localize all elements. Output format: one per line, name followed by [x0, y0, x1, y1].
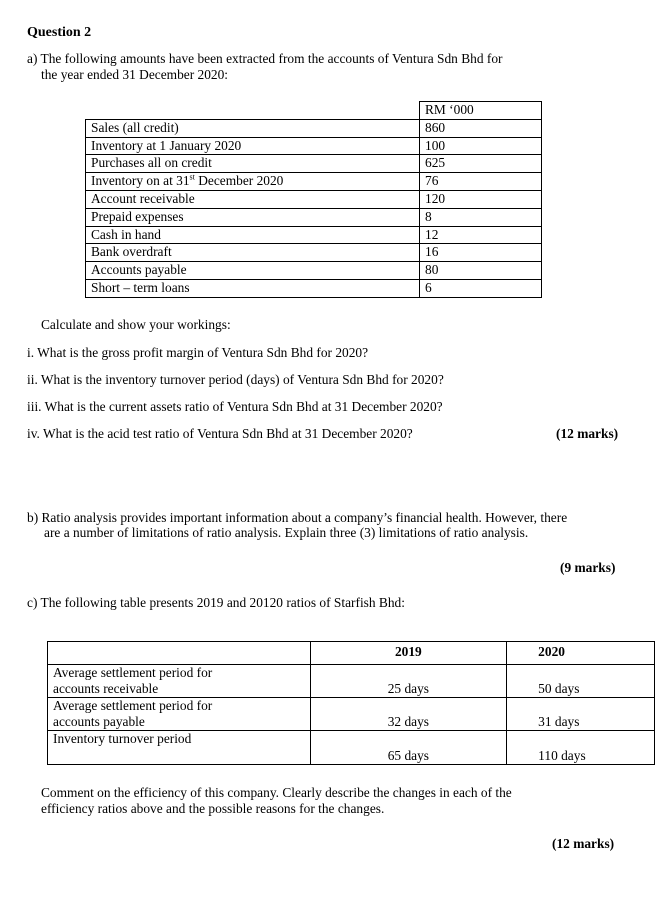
table-header-unit: RM ‘000: [420, 102, 542, 120]
part-c-marks: (12 marks): [552, 836, 615, 851]
table-row: [86, 208, 542, 226]
question-iii: iii. What is the current assets ratio of Ventura Sdn Bhd at 31 December 2020?: [27, 399, 443, 414]
row-label: [86, 173, 420, 191]
table-row: [86, 190, 542, 208]
part-b-marks: (9 marks): [560, 560, 616, 575]
row-label: Account receivable: [86, 190, 420, 208]
row-label-pre: Inventory on at 31: [91, 173, 190, 189]
table-row: [86, 244, 542, 262]
part-c-comment-line1: Comment on the efficiency of this company. Clearly describe the changes in each of the: [41, 785, 512, 800]
row-value-2019: 32 days: [310, 698, 507, 731]
row-value: 12: [420, 226, 542, 244]
starfish-ratios-table: [47, 641, 655, 765]
row-value-2020: 50 days: [507, 665, 655, 698]
header-2020: 2020: [507, 642, 655, 665]
table-row: [86, 119, 542, 137]
row-label-sup: st: [189, 172, 195, 182]
ventura-accounts-table: [85, 101, 542, 298]
row-value: 120: [420, 190, 542, 208]
row-value: 6: [420, 279, 542, 297]
row-value: 16: [420, 244, 542, 262]
row-value-2020: 31 days: [507, 698, 655, 731]
row-label: Inventory at 1 January 2020: [86, 137, 420, 155]
table-row: [86, 279, 542, 297]
table-row: [86, 226, 542, 244]
question-ii: ii. What is the inventory turnover period (days) of Ventura Sdn Bhd for 2020?: [27, 372, 444, 387]
table-row: [86, 155, 542, 173]
table-row: [48, 665, 655, 698]
table-row: [48, 698, 655, 731]
row-value-2019: 65 days: [310, 731, 507, 765]
row-value-2019: 25 days: [310, 665, 507, 698]
table-row: [86, 262, 542, 280]
part-a-instruction: Calculate and show your workings:: [41, 317, 231, 332]
part-c-comment-line2: efficiency ratios above and the possible reasons for the changes.: [41, 801, 385, 816]
row-value-2020: 110 days: [507, 731, 655, 765]
part-c-intro: c) The following table presents 2019 and 20120 ratios of Starfish Bhd:: [27, 595, 405, 610]
row-value: 625: [420, 155, 542, 173]
table-row: [86, 173, 542, 191]
row-label-post: December 2020: [194, 173, 284, 189]
row-label: Inventory turnover period: [48, 731, 311, 765]
table-row: [48, 731, 655, 765]
question-title: Question 2: [27, 25, 92, 40]
row-label: Average settlement period for accounts receivable: [48, 665, 311, 698]
row-value: 8: [420, 208, 542, 226]
question-i: i. What is the gross profit margin of Ventura Sdn Bhd for 2020?: [27, 345, 369, 360]
row-label: Sales (all credit): [86, 119, 420, 137]
header-2019: 2019: [310, 642, 507, 665]
row-value: 100: [420, 137, 542, 155]
row-value: 860: [420, 119, 542, 137]
row-label: Short – term loans: [86, 279, 420, 297]
part-a-intro-line1: a) The following amounts have been extracted from the accounts of Ventura Sdn Bhd for: [27, 51, 503, 66]
row-value: 76: [420, 173, 542, 191]
part-b-line1: b) Ratio analysis provides important information about a company’s financial health. However, there: [27, 510, 568, 525]
table-header-blank: [86, 102, 420, 120]
row-label: Accounts payable: [86, 262, 420, 280]
row-label: Bank overdraft: [86, 244, 420, 262]
question-iv: iv. What is the acid test ratio of Ventura Sdn Bhd at 31 December 2020?: [27, 426, 413, 441]
row-value: 80: [420, 262, 542, 280]
table-row: [86, 137, 542, 155]
row-label: Average settlement period for accounts payable: [48, 698, 311, 731]
header-blank: [48, 642, 311, 665]
part-a-intro-line2: the year ended 31 December 2020:: [41, 67, 229, 82]
row-label: Purchases all on credit: [86, 155, 420, 173]
row-label: Cash in hand: [86, 226, 420, 244]
part-b-line2: are a number of limitations of ratio analysis. Explain three (3) limitations of ratio analysis.: [44, 525, 529, 540]
row-label: Prepaid expenses: [86, 208, 420, 226]
part-a-marks: (12 marks): [556, 426, 619, 441]
